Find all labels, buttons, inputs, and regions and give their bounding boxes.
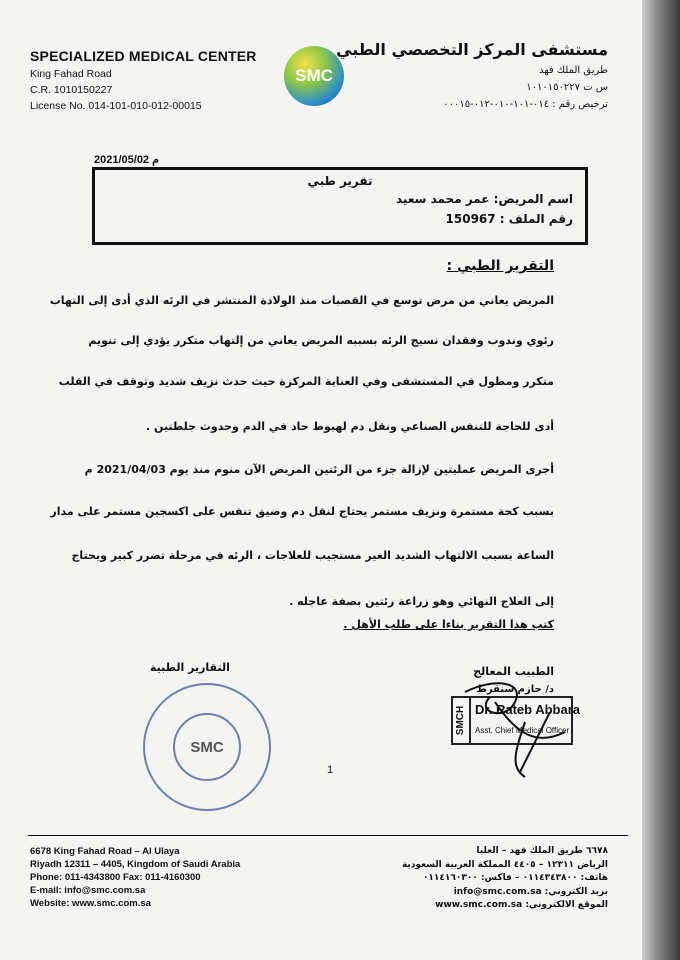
- footer-english: [30, 845, 240, 910]
- footer-address-2: Riyadh 12311 – 4405, Kingdom of Saudi Arabia: [30, 859, 241, 870]
- stamp-doctor-subtitle: Asst. Chief Medical Officer: [475, 726, 570, 735]
- report-paragraph: رئوي وندوب وفقدان نسيج الرئه بسببه المريض يعاني من إلتهاب متكرر يؤدي إلى تنويم: [88, 334, 554, 347]
- file-number: رقم الملف : 150967: [445, 212, 573, 226]
- footer-address-1: 6678 King Fahad Road – Al Ulaya: [30, 846, 180, 857]
- stamp-vertical-label: SMCH: [453, 698, 471, 743]
- footer-address-2-ar: الرياض ١٢٣١١ – ٤٤٠٥ المملكة العربية السعودية: [401, 859, 608, 870]
- report-closing-line: كتب هذا التقرير بناءا على طلب الأهل .: [343, 618, 554, 631]
- footer-website: Website: www.smc.com.sa: [30, 898, 151, 909]
- cr-ar: س ت ١٠١٠١٥٠٢٢٧: [526, 82, 608, 93]
- report-paragraph: بسبب كحة مستمرة ونزيف مستمر يحتاج لنقل دم وضيق تنفس على اكسجين مستمر على مدار: [50, 505, 554, 518]
- logo-text: SMC: [295, 66, 333, 85]
- report-paragraph: أدى للحاجة للتنفس الصناعي ونقل دم لهبوط حاد في الدم وحدوث جلطتين .: [146, 420, 554, 433]
- report-paragraph: أجرى المريض عمليتين لإزالة جزء من الرئتين المريض الآن منوم منذ يوم 2021/04/03 م: [84, 463, 554, 476]
- footer-website-ar: الموقع الالكتروني: www.smc.com.sa: [435, 900, 608, 911]
- footer-phone-ar: هاتف: ٠١١٤٣٤٣٨٠٠ – فاكس: ٠١١٤١٦٠٣٠٠: [422, 873, 608, 884]
- box-title: تقرير طبي: [307, 174, 373, 188]
- footer-arabic: [402, 845, 608, 913]
- treating-doctor-title: الطبيب المعالج: [473, 665, 554, 678]
- footer-email-ar: بريد الكتروني: info@smc.com.sa: [453, 886, 608, 897]
- photo-background-edge: [642, 0, 680, 960]
- doctor-signature: [455, 672, 575, 782]
- hospital-name-en: SPECIALIZED MEDICAL CENTER: [30, 48, 257, 64]
- header-arabic: [336, 40, 608, 110]
- medical-reports-round-stamp: [143, 683, 271, 811]
- medical-reports-signature-title: التقارير الطبية: [150, 661, 230, 674]
- report-paragraph: الساعة بسبب الالتهاب الشديد الغير مستجيب للعلاجات ، الرئه في مرحلة تضرر كبير ويحتاج: [71, 549, 554, 562]
- stamp-logo-text: SMC: [190, 738, 224, 756]
- stamp-doctor-name: Dr. Rateb Abbara: [475, 702, 580, 717]
- patient-name: اسم المريض: عمر محمد سعيد: [395, 192, 573, 206]
- road-en: King Fahad Road: [30, 68, 112, 80]
- footer-email: E-mail: info@smc.com.sa: [30, 885, 146, 896]
- cr-en: C.R. 1010150227: [30, 84, 113, 96]
- report-paragraph: متكرر ومطول في المستشفى وفي العناية المركزة حيث حدث نزيف شديد وتوقف في القلب: [58, 375, 554, 388]
- road-ar: طريق الملك فهد: [539, 65, 608, 76]
- report-paragraph: إلى العلاج النهائي وهو زراعة رئتين بصفة عاجله .: [289, 595, 554, 608]
- license-en: License No. 014-101-010-012-00015: [30, 100, 202, 112]
- footer-phone: Phone: 011-4343800 Fax: 011-4160300: [30, 872, 201, 883]
- header-english: [30, 48, 257, 112]
- smc-logo: [284, 46, 344, 106]
- patient-info-box: [92, 167, 588, 245]
- license-ar: ترخيص رقم : ٠١٤-١٠١-٠١٠-٠١٢-٠٠٠١٥: [443, 99, 608, 110]
- stamp-inner-circle: [173, 713, 241, 781]
- page-number: 1: [327, 764, 334, 776]
- report-heading: التقرير الطبي :: [446, 258, 554, 274]
- footer-divider: [28, 835, 628, 836]
- report-paragraph: المريض يعاني من مرض توسع في القصبات منذ الولادة المنتشر في الرئه الذي أدى إلى التهاب: [49, 294, 554, 307]
- hospital-name-ar: مستشفى المركز التخصصي الطبي: [336, 40, 608, 59]
- footer-address-1-ar: ٦٦٧٨ طريق الملك فهد – العليا: [476, 846, 608, 856]
- treating-doctor-name: د/ حازم سنقرط: [476, 684, 554, 695]
- report-date: 2021/05/02 م: [94, 154, 159, 166]
